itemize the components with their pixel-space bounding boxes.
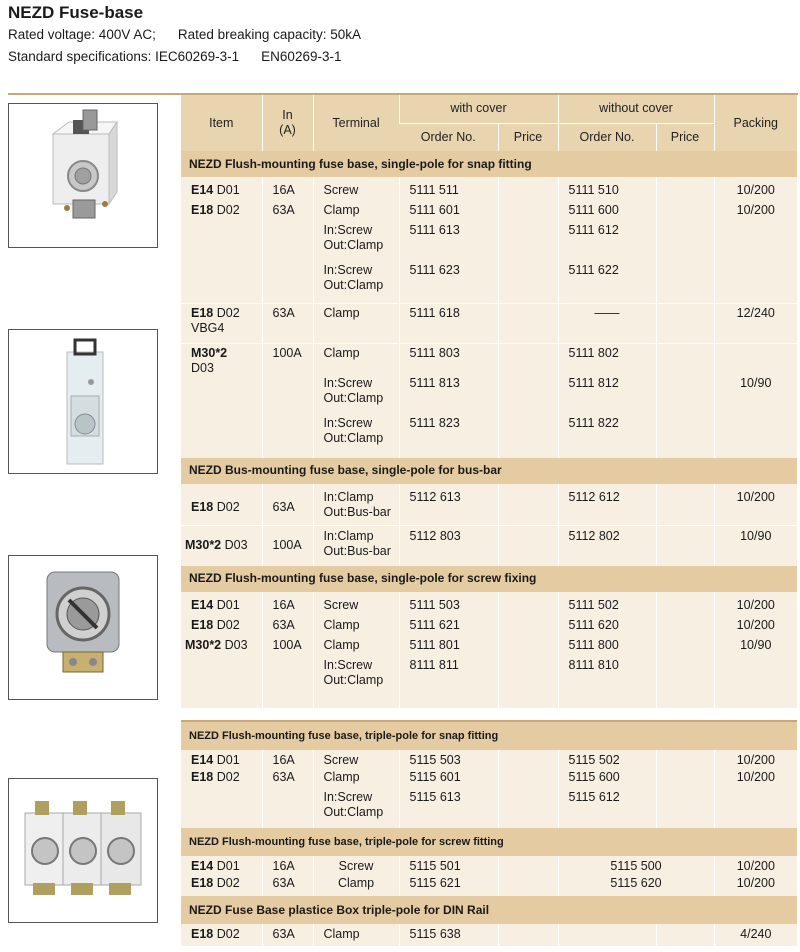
page-header — [8, 2, 361, 68]
table-row: In:Screw Out:Clamp 8111 811 8111 810 — [181, 658, 797, 708]
section-title: NEZD Flush-mounting fuse base, triple-pole for screw fitting — [181, 828, 797, 856]
section-title: NEZD Fuse Base plastice Box triple-pole for DIN Rail — [181, 896, 797, 924]
section-title: NEZD Flush-mounting fuse base, single-pole for snap fitting — [181, 151, 797, 177]
page-title: NEZD Fuse-base — [8, 3, 144, 22]
table-row: E18 D02 VBG4 63A Clamp 5111 618 —— 12/240 — [181, 303, 797, 343]
col-in: In (A) — [262, 95, 313, 151]
ratings-line — [8, 24, 361, 46]
standards-label: Standard specifications: — [8, 49, 152, 64]
single-pole-table — [181, 95, 797, 708]
table-row: In:Screw Out:Clamp 5115 613 5115 612 — [181, 790, 797, 828]
table-row: In:Screw Out:Clamp 5111 823 5111 822 — [181, 416, 797, 458]
table-row: M30*2 D03 100A Clamp 5111 803 5111 802 — [181, 343, 797, 376]
col-price: Price — [498, 123, 558, 151]
col-packing: Packing — [714, 95, 797, 151]
table-row: E18 D02 63A Clamp 5111 601 5111 600 10/200 — [181, 203, 797, 223]
standards-line — [8, 46, 361, 68]
photo-screw-fixing-fuse-base — [8, 555, 158, 700]
section-title: NEZD Bus-mounting fuse base, single-pole for bus-bar — [181, 458, 797, 484]
rated-voltage: Rated voltage: 400V AC; — [8, 27, 156, 42]
table-row: In:Screw Out:Clamp 5111 613 5111 612 — [181, 223, 797, 263]
table-row: In:Screw Out:Clamp 5111 623 5111 622 — [181, 263, 797, 303]
col-with-cover: with cover — [399, 95, 558, 123]
table-row: E18 D02 63A In:Clamp Out:Bus-bar 5112 613 5112 612 10/200 — [181, 490, 797, 526]
table-row: E14 D01 16A Screw 5115 503 5115 502 10/200 — [181, 750, 797, 770]
col-terminal: Terminal — [313, 95, 399, 151]
col-order-no: Order No. — [399, 123, 498, 151]
table-row: E14 D01 16A Screw 5115 501 5115 500 10/200 — [181, 856, 797, 876]
standard-en: EN60269-3-1 — [261, 49, 342, 64]
table-row: E18 D02 63A Clamp 5115 621 5115 620 10/200 — [181, 876, 797, 896]
standard-iec: IEC60269-3-1 — [155, 49, 240, 64]
table-row: E18 D02 63A Clamp 5111 621 5111 620 10/200 — [181, 618, 797, 638]
table-row: E14 D01 16A Screw 5111 511 5111 510 10/200 — [181, 183, 797, 203]
table-row: In:Screw Out:Clamp 5111 813 5111 812 10/90 — [181, 376, 797, 416]
col-without-cover: without cover — [558, 95, 714, 123]
table-row: E14 D01 16A Screw 5111 503 5111 502 10/200 — [181, 598, 797, 618]
photo-triple-pole-fuse-base — [8, 778, 158, 923]
photo-vbg4-fuse-base — [8, 329, 158, 474]
section-title: NEZD Flush-mounting fuse base, single-pole for screw fixing — [181, 566, 797, 592]
col-item: Item — [181, 95, 262, 151]
breaking-capacity: Rated breaking capacity: 50kA — [177, 27, 361, 42]
photo-snap-fitting-fuse-base — [8, 103, 158, 248]
table-row: M30*2 D03 100A In:Clamp Out:Bus-bar 5112 803 5112 802 10/90 — [181, 526, 797, 566]
triple-pole-table — [181, 720, 797, 946]
section-title: NEZD Flush-mounting fuse base, triple-pole for snap fitting — [181, 722, 797, 750]
table-row: E18 D02 63A Clamp 5115 638 4/240 — [181, 924, 797, 946]
table-row: E18 D02 63A Clamp 5115 601 5115 600 10/200 — [181, 770, 797, 790]
col-price: Price — [656, 123, 714, 151]
col-order-no: Order No. — [558, 123, 656, 151]
table-row: M30*2 D03 100A Clamp 5111 801 5111 800 10/90 — [181, 638, 797, 658]
